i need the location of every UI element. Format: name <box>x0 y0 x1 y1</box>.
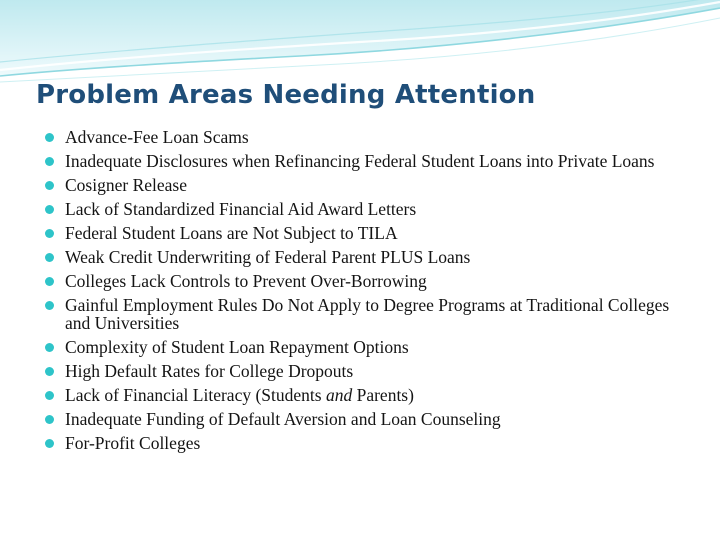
slide-title: Problem Areas Needing Attention <box>36 80 536 110</box>
bullet-dot-icon <box>45 391 54 400</box>
bullet-item <box>44 152 684 171</box>
bullet-list <box>44 128 684 458</box>
bullet-text: Gainful Employment Rules Do Not Apply to Degree Programs at Traditional Colleges and Universities <box>65 294 670 334</box>
bullet-item <box>44 176 684 195</box>
bullet-item <box>44 362 684 381</box>
bullet-text: Parents) <box>352 385 414 406</box>
bullet-dot-icon <box>45 439 54 448</box>
bullet-dot-icon <box>45 157 54 166</box>
bullet-text: Advance-Fee Loan Scams <box>65 127 249 147</box>
bullet-item <box>44 272 684 291</box>
bullet-item <box>44 410 684 429</box>
bullet-text: Cosigner Release <box>65 174 187 195</box>
bullet-item <box>44 248 684 267</box>
bullet-item <box>44 200 684 219</box>
bullet-text: Colleges Lack Controls to Prevent Over-Borrowing <box>65 270 427 291</box>
bullet-item <box>44 386 684 405</box>
bullet-text: Inadequate Disclosures when Refinancing Federal Student Loans into Private Loans <box>65 150 655 171</box>
bullet-dot-icon <box>45 133 54 142</box>
bullet-dot-icon <box>45 277 54 286</box>
bullet-dot-icon <box>45 229 54 238</box>
bullet-item <box>44 296 684 333</box>
bullet-item <box>44 434 684 453</box>
bullet-text: Lack of Financial Literacy (Students <box>65 385 326 406</box>
bullet-text: Lack of Standardized Financial Aid Award Letters <box>65 198 417 219</box>
bullet-item <box>44 338 684 357</box>
bullet-dot-icon <box>45 205 54 214</box>
bullet-text: High Default Rates for College Dropouts <box>65 361 354 382</box>
bullet-dot-icon <box>45 301 54 310</box>
bullet-text: Inadequate Funding of Default Aversion and Loan Counseling <box>65 409 501 430</box>
bullet-text: Weak Credit Underwriting of Federal Parent PLUS Loans <box>65 246 471 267</box>
bullet-dot-icon <box>45 343 54 352</box>
decorative-wave-banner <box>0 0 720 90</box>
bullet-dot-icon <box>45 181 54 190</box>
bullet-dot-icon <box>45 367 54 376</box>
bullet-dot-icon <box>45 415 54 424</box>
bullet-text: Complexity of Student Loan Repayment Options <box>65 337 409 358</box>
bullet-item <box>44 128 684 147</box>
bullet-text: Federal Student Loans are Not Subject to TILA <box>65 222 398 243</box>
bullet-dot-icon <box>45 253 54 262</box>
bullet-text: For-Profit Colleges <box>65 433 201 454</box>
bullet-item <box>44 224 684 243</box>
bullet-text-emphasis: and <box>325 385 353 406</box>
